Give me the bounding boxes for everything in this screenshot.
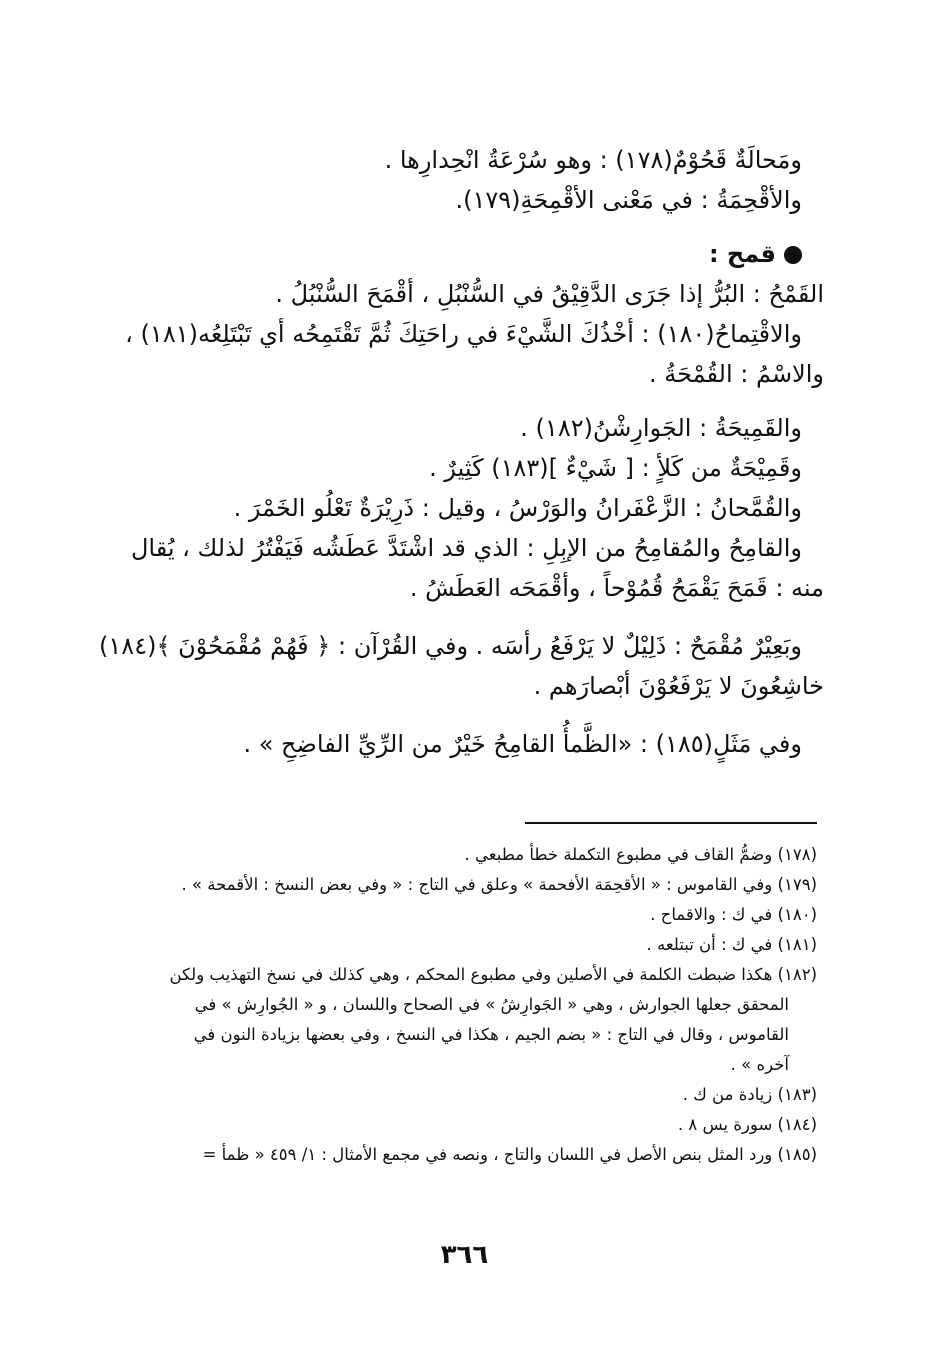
- footnote-continuation: آخره » .: [730, 1055, 789, 1074]
- text-line: والقَمِيحَةُ : الجَوارِشْنُ(١٨٢) .: [520, 414, 802, 442]
- text-line: والقُمَّحانُ : الزَّعْفَرانُ والوَرْسُ ، وقيل : ذَرِيْرَةٌ تَعْلُو الخَمْرَ .: [233, 494, 802, 522]
- footnote: (١٧٩) وفي القاموس : « الأقحِمَة الأفحمة » وعلق في التاج : « وفي بعض النسخ : الأقمحة » .: [181, 875, 817, 894]
- footnote: (١٨٤) سورة يس ٨ .: [677, 1115, 817, 1134]
- text-line: والاقْتِماحُ(١٨٠) : أخْذُكَ الشَّيْءَ في راحَتِكَ ثُمَّ تَقْتَمِحُه أي تَبْتَلِعُه(١٨١) ،: [125, 320, 802, 348]
- footnote-continuation: القاموس ، وقال في التاج : « بضم الجيم ، هكذا في النسخ ، وفي بعضها بزيادة النون في: [193, 1025, 789, 1044]
- text-line: وبَعِيْرٌ مُقْمَحٌ : ذَلِيْلٌ لا يَرْفَعُ رأسَه . وفي القُرْآن : ﴿ فَهُمْ مُقْمَحُوْنَ ﴾(١٨٤): [99, 632, 802, 660]
- entry-heading-text: قمح :: [708, 240, 776, 268]
- text-line: وقَمِيْحَةٌ من كَلأٍ : [ شَيْءٌ ](١٨٣) كَثِيرٌ .: [429, 454, 802, 482]
- footnote: (١٨٥) ورد المثل بنص الأصل في اللسان والتاج ، ونصه في مجمع الأمثال : ١/ ٤٥٩ « ظمأ =: [202, 1145, 817, 1164]
- main-text: [84, 140, 824, 764]
- text-line: القَمْحُ : البُرُّ إذا جَرَى الدَّقِيْقُ في السُّنْبُلِ ، أقْمَحَ السُّنْبُلُ .: [275, 280, 824, 308]
- footnote-continuation: المحقق جعلها الجوارش ، وهي « الجَوارِشُ » في الصحاح واللسان ، و « الجُوارِش » في: [194, 995, 789, 1014]
- footnote: (١٨٠) في ك : والاقماح .: [650, 905, 817, 924]
- text-line: والقامِحُ والمُقامِحُ من الإبِلِ : الذي قد اشْتَدَّ عَطَشُه فَيَفْتُرُ لذلك ، يُقال: [130, 534, 802, 562]
- footnote: (١٨١) في ك : أن تبتلعه .: [646, 935, 817, 954]
- page-number: ٣٦٦: [440, 1240, 489, 1270]
- footnotes: [97, 840, 817, 1170]
- footnote: (١٨٣) زيادة من ك .: [682, 1085, 817, 1104]
- text-line: والأقْحِمَةُ : في مَعْنى الأقْمِحَةِ(١٧٩).: [455, 186, 802, 214]
- text-line: والاسْمُ : القُمْحَةُ .: [649, 360, 824, 388]
- text-line: ومَحالَةٌ قَحُوْمٌ(١٧٨) : وهو سُرْعَةُ انْحِدارِها .: [384, 146, 802, 174]
- footnote: (١٧٨) وضمُّ القاف في مطبوع التكملة خطأ مطبعي .: [464, 845, 817, 864]
- entry-heading: [84, 234, 824, 274]
- footnote-divider: [525, 822, 817, 824]
- text-line: خاشِعُونَ لا يَرْفَعُوْنَ أبْصارَهم .: [533, 672, 824, 700]
- text-line: وفي مَثَلٍ(١٨٥) : «الظَّمأُ القامِحُ خَيْرٌ من الرِّيِّ الفاضِحِ » .: [243, 730, 802, 758]
- bullet-icon: [784, 246, 802, 264]
- footnote: (١٨٢) هكذا ضبطت الكلمة في الأصلين وفي مطبوع المحكم ، وهي كذلك في نسخ التهذيب ولكن: [169, 965, 817, 984]
- text-line: منه : قَمَحَ يَقْمَحُ قُمُوْحاً ، وأقْمَحَه العَطَشُ .: [409, 574, 824, 602]
